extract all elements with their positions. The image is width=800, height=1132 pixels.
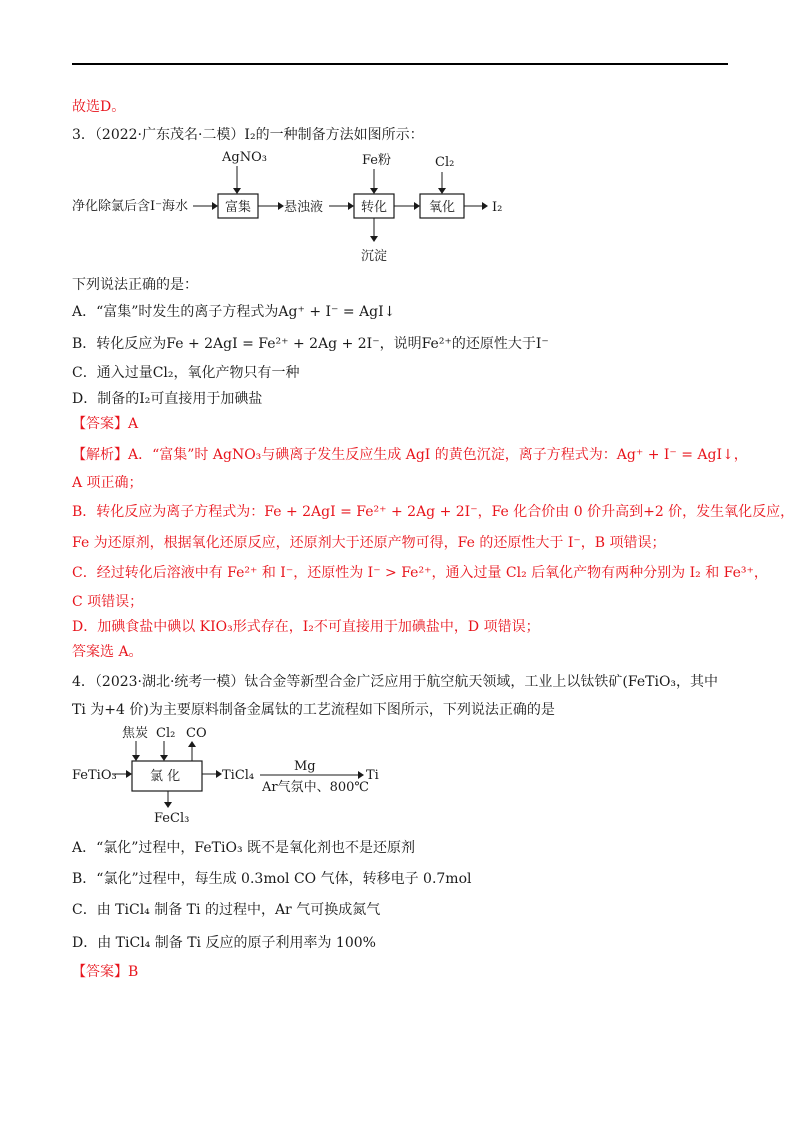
q3-analysis-tag: 【解析】: [72, 447, 128, 463]
q4-input-fetio3: FeTiO₃: [72, 768, 117, 783]
header-rule: [72, 63, 728, 65]
q3-option-c: C．通入过量Cl₂，氧化产物只有一种: [72, 365, 300, 381]
q4-answer-tag: 【答案】: [72, 964, 128, 980]
q3-conclusion: 答案选 A。: [72, 644, 143, 660]
q3-answer-value: A: [128, 416, 139, 432]
q3-box-convert-label: 转化: [361, 200, 388, 215]
q4-reagent-cl2: Cl₂: [156, 726, 176, 741]
q4-stem-line-2: Ti 为+4 价)为主要原料制备金属钛的工艺流程如下图所示，下列说法正确的是: [72, 702, 555, 718]
q3-reagent-cl2: Cl₂: [435, 155, 455, 170]
q3-analysis-line-5: C．经过转化后溶液中有 Fe²⁺ 和 I⁻，还原性为 I⁻ > Fe²⁺，通入过量 Cl₂ 后氧化产物有两种分别为 I₂ 和 Fe³⁺，: [72, 565, 768, 581]
q4-option-b: B．“氯化”过程中，每生成 0.3mol CO 气体，转移电子 0.7mol: [72, 871, 472, 887]
previous-conclusion: 故选D。: [72, 99, 126, 115]
q3-precipitate: 沉淀: [361, 249, 388, 264]
q3-reagent-agno3: AgNO₃: [222, 150, 267, 165]
q4-byproduct-fecl3: FeCl₃: [154, 811, 190, 824]
q3-option-d: D．制备的I₂可直接用于加碘盐: [72, 391, 263, 407]
q4-condition-ar: Ar气氛中、800℃: [262, 780, 369, 795]
q4-condition-mg: Mg: [294, 759, 316, 774]
q4-box-chlorinate-label: 氯 化: [150, 769, 181, 784]
q4-gas-co: CO: [186, 726, 207, 741]
q3-answer: [72, 414, 138, 434]
q3-product-i2: I₂: [492, 200, 503, 215]
q3-option-b: B．转化反应为Fe + 2AgI = Fe²⁺ + 2Ag + 2I⁻，说明Fe²⁺的还原性大于I⁻: [72, 336, 549, 352]
q4-option-a: A．“氯化”过程中，FeTiO₃ 既不是氧化剂也不是还原剂: [72, 840, 416, 856]
q4-mid-ticl4: TiCl₄: [222, 768, 255, 783]
q3-analysis-line-3: B．转化反应为离子方程式为：Fe + 2AgI = Fe²⁺ + 2Ag + 2I⁻，Fe 化合价由 0 价升高到+2 价，发生氧化反应，: [72, 504, 795, 520]
q4-reagent-coke: 焦炭: [122, 726, 149, 741]
q3-analysis-line-7: D．加碘食盐中碘以 KIO₃形式存在，I₂不可直接用于加碘盐中，D 项错误；: [72, 619, 540, 635]
q3-answer-tag: 【答案】: [72, 416, 128, 432]
q3-mid-suspension: 悬浊液: [284, 200, 324, 215]
q3-input-seawater: 净化除氯后含I⁻海水: [72, 199, 188, 214]
q3-analysis-text-1: A．“富集”时 AgNO₃与碘离子发生反应生成 AgI 的黄色沉淀，离子方程式为：Ag⁺ + I⁻ = AgI↓，: [128, 447, 748, 463]
q3-analysis-line-1: [72, 445, 748, 465]
q3-option-a: A．“富集”时发生的离子方程式为Ag⁺ + I⁻ = AgI↓: [72, 304, 396, 320]
q4-option-d: D．由 TiCl₄ 制备 Ti 反应的原子利用率为 100%: [72, 935, 376, 951]
q4-product-ti: Ti: [366, 768, 379, 783]
q3-box-enrich-label: 富集: [225, 200, 252, 215]
q4-answer-value: B: [128, 964, 139, 980]
q3-stem: 3．（2022·广东茂名·二模）I₂的一种制备方法如图所示：: [72, 127, 424, 143]
q3-analysis-line-4: Fe 为还原剂，根据氧化还原反应，还原剂大于还原产物可得，Fe 的还原性大于 I⁻，B 项错误；: [72, 535, 666, 551]
q3-prompt: 下列说法正确的是：: [72, 277, 198, 293]
q3-analysis-line-2: A 项正确；: [72, 475, 143, 491]
q3-reagent-fe: Fe粉: [362, 153, 392, 168]
q3-box-oxidize-label: 氧化: [429, 200, 456, 215]
q3-flow-diagram: [72, 148, 542, 266]
q4-answer: [72, 962, 138, 982]
q4-flow-diagram: [72, 724, 392, 824]
q4-stem-line-1: 4．（2023·湖北·统考一模）钛合金等新型合金广泛应用于航空航天领域，工业上以钛铁矿(FeTiO₃，其中: [72, 674, 719, 690]
q3-analysis-line-6: C 项错误；: [72, 594, 144, 610]
q4-option-c: C．由 TiCl₄ 制备 Ti 的过程中，Ar 气可换成氮气: [72, 902, 381, 918]
